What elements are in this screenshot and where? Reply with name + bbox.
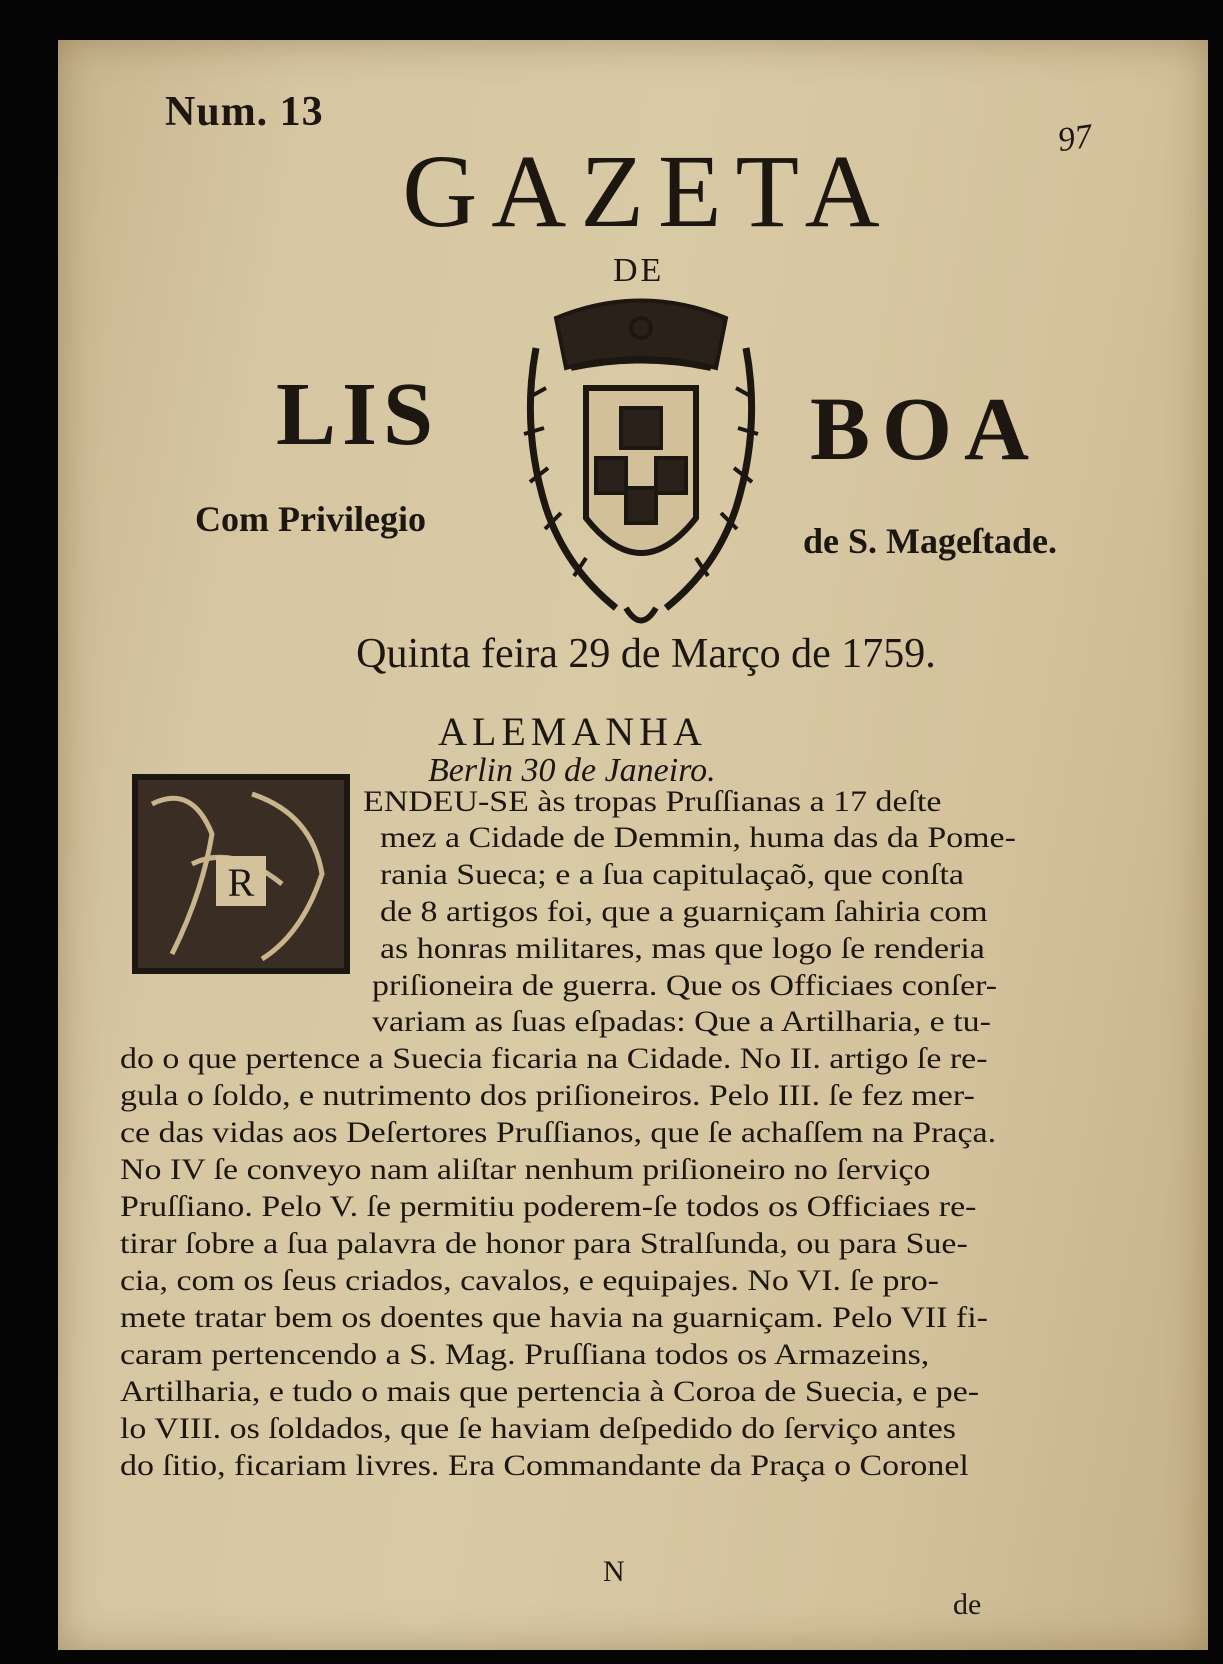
body-line: No IV ſe conveyo nam aliſtar nenhum priſioneiro no ſerviço <box>120 1154 931 1186</box>
body-line: do o que pertence a Suecia ficaria na Cidade. No II. artigo ſe re- <box>120 1043 988 1075</box>
body-line: tirar ſobre a ſua palavra de honor para Stralſunda, ou para Sue- <box>120 1228 968 1260</box>
issue-date: Quinta feira 29 de Março de 1759. <box>356 631 936 677</box>
body-line: cia, com os ſeus criados, cavalos, e equipajes. No VI. ſe pro- <box>120 1265 939 1297</box>
body-line: as honras militares, mas que logo ſe renderia <box>380 933 985 965</box>
gazette-title: GAZETA <box>402 134 894 249</box>
body-line: mete tratar bem os doentes que havia na guarniçam. Pelo VII fi- <box>120 1302 988 1334</box>
city-name-left: LIS <box>276 365 440 464</box>
catchword: de <box>953 1588 982 1621</box>
signature-mark: N <box>603 1555 625 1588</box>
initial-letter: R <box>227 860 255 905</box>
body-line: variam as ſuas eſpadas: Que a Artilharia, e tu- <box>372 1006 991 1038</box>
body-line: Pruſſiano. Pelo V. ſe permitiu poderem-ſe todos os Officiaes re- <box>120 1191 977 1223</box>
gazette-page <box>58 40 1208 1650</box>
body-line: caram pertencendo a S. Mag. Pruſſiana todos os Armazeins, <box>120 1339 930 1371</box>
privilege-left: Com Privilegio <box>195 499 426 539</box>
body-line: lo VIII. os ſoldados, que ſe haviam deſpedido do ſerviço antes <box>120 1413 956 1445</box>
body-line: ENDEU-SE às tropas Pruſſianas a 17 deſte <box>363 786 942 818</box>
title-de: DE <box>613 252 665 289</box>
royal-coat-of-arms <box>516 288 766 648</box>
body-line: de 8 artigos foi, que a guarniçam ſahiria com <box>380 896 988 928</box>
body-line: Artilharia, e tudo o mais que pertencia à Coroa de Suecia, e pe- <box>120 1376 980 1408</box>
body-line: mez a Cidade de Demmin, huma das da Pome- <box>380 822 1016 854</box>
privilege-right: de S. Mageſtade. <box>803 521 1057 561</box>
section-heading: ALEMANHA <box>438 709 707 754</box>
body-line: gula o ſoldo, e nutrimento dos priſioneiros. Pelo III. ſe fez mer- <box>120 1080 975 1112</box>
body-line: ce das vidas aos Deſertores Pruſſianos, que ſe achaſſem na Praça. <box>120 1117 997 1149</box>
issue-number: Num. 13 <box>165 89 324 135</box>
dateline: Berlin 30 de Janeiro. <box>428 752 716 789</box>
decorated-initial <box>132 774 350 974</box>
body-line: priſioneira de guerra. Que os Officiaes conſer- <box>372 970 998 1002</box>
city-name-right: BOA <box>810 380 1042 479</box>
page-number: 97 <box>1055 117 1095 160</box>
body-line: rania Sueca; e a ſua capitulaçaõ, que conſta <box>380 859 964 891</box>
body-line: do ſitio, ficariam livres. Era Commandante da Praça o Coronel <box>120 1450 969 1482</box>
